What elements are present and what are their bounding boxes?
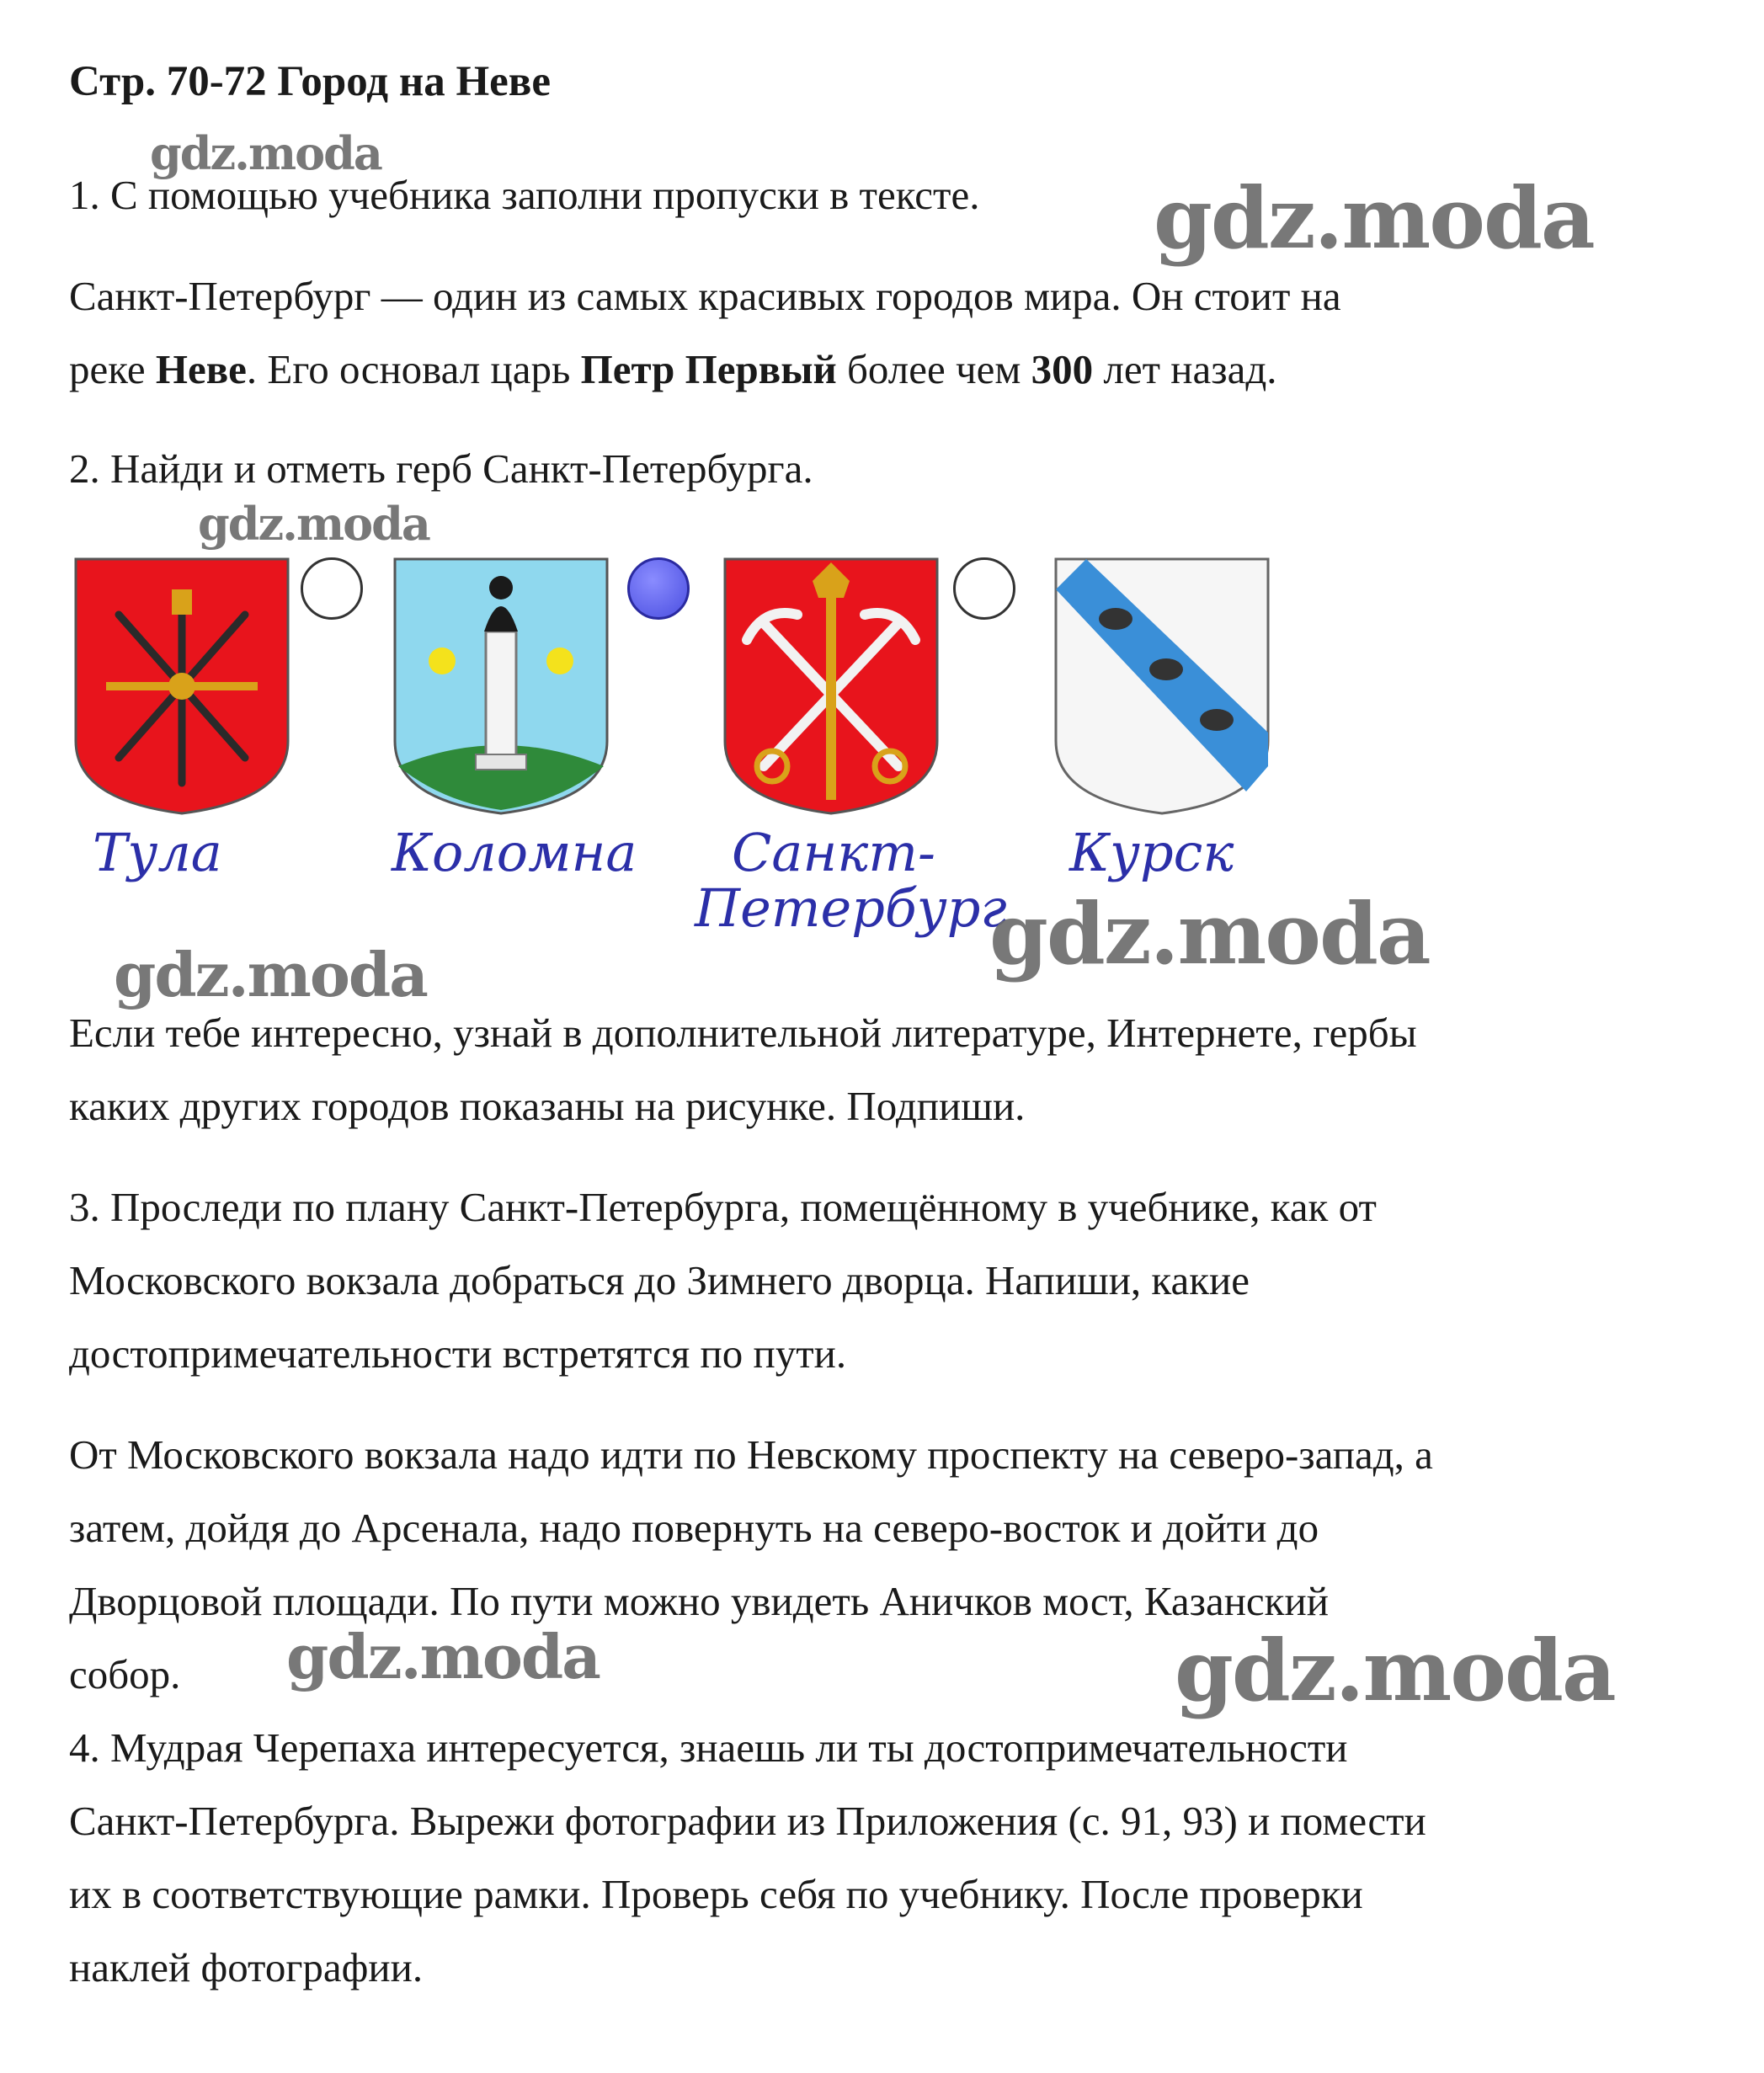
- watermark: gdz.moda: [114, 939, 427, 1010]
- task2-question: 2. Найди и отметь герб Санкт-Петербурга.: [69, 445, 813, 492]
- crest-kursk: [1053, 556, 1271, 817]
- label-line: Петербург: [695, 877, 1007, 939]
- label-line: Тула: [93, 822, 222, 883]
- watermark: gdz.moda: [286, 1621, 600, 1692]
- task3-question-line1: 3. Проследи по плану Санкт-Петербурга, помещённому в учебнике, как от: [69, 1184, 1377, 1230]
- task3-answer-line3: Дворцовой площади. По пути можно увидеть Аничков мост, Казанский: [69, 1578, 1329, 1624]
- task3-answer-line1: От Московского вокзала надо идти по Невскому проспекту на северо-запад, а: [69, 1431, 1433, 1478]
- radio-saint-petersburg[interactable]: [953, 557, 1015, 620]
- task3-question-line3: достопримечательности встретятся по пути.: [69, 1330, 847, 1377]
- crest-tula: [72, 556, 291, 817]
- task2-note-line1: Если тебе интересно, узнай в дополнительной литературе, Интернете, гербы: [69, 1010, 1417, 1056]
- task3-question-line2: Московского вокзала добраться до Зимнего дворца. Напиши, какие: [69, 1257, 1250, 1303]
- crest-label-kolomna: [392, 822, 637, 883]
- crest-label-tula: [93, 822, 222, 883]
- text-span: лет назад.: [1093, 346, 1277, 392]
- watermark: gdz.moda: [989, 884, 1430, 983]
- task3-answer-line2: затем, дойдя до Арсенала, надо повернуть на северо-восток и дойти до: [69, 1505, 1319, 1551]
- task4-line2: Санкт-Петербурга. Вырежи фотографии из Приложения (с. 91, 93) и помести: [69, 1798, 1426, 1844]
- task1-text-line2: [69, 333, 1277, 406]
- label-line: Санкт-: [731, 822, 935, 883]
- text-span: . Его основал царь: [246, 346, 581, 392]
- answer-years: 300: [1031, 346, 1094, 392]
- task4-line4: наклей фотографии.: [69, 1944, 424, 1990]
- radio-tula[interactable]: [301, 557, 363, 620]
- radio-kolomna[interactable]: [627, 557, 690, 620]
- task4-line3: их в соответствующие рамки. Проверь себя по учебнику. После проверки: [69, 1871, 1363, 1917]
- crest-label-kursk: [1069, 822, 1234, 883]
- task4-line1: 4. Мудрая Черепаха интересуется, знаешь ли ты достопримечательности: [69, 1724, 1348, 1771]
- label-line: Коломна: [392, 822, 637, 883]
- task1-question: 1. С помощью учебника заполни пропуски в тексте.: [69, 172, 980, 218]
- watermark: gdz.moda: [198, 497, 429, 551]
- crest-kolomna: [392, 556, 610, 817]
- text-span: реке: [69, 346, 156, 392]
- answer-tsar: Петр Первый: [580, 346, 837, 392]
- watermark: gdz.moda: [150, 126, 381, 180]
- answer-river: Неве: [155, 346, 247, 392]
- watermark: gdz.moda: [1154, 168, 1594, 268]
- page-title: Стр. 70-72 Город на Неве: [69, 58, 551, 105]
- crest-label-saint-petersburg: [695, 822, 1007, 939]
- label-line: Курск: [1069, 822, 1234, 883]
- watermark: gdz.moda: [1175, 1621, 1615, 1720]
- task1-text-line1: Санкт-Петербург — один из самых красивых городов мира. Он стоит на: [69, 273, 1341, 319]
- text-span: более чем: [836, 346, 1031, 392]
- crest-saint-petersburg: [722, 556, 941, 817]
- task3-answer-line4: собор.: [69, 1651, 181, 1697]
- task2-note-line2: каких других городов показаны на рисунке. Подпиши.: [69, 1083, 1026, 1129]
